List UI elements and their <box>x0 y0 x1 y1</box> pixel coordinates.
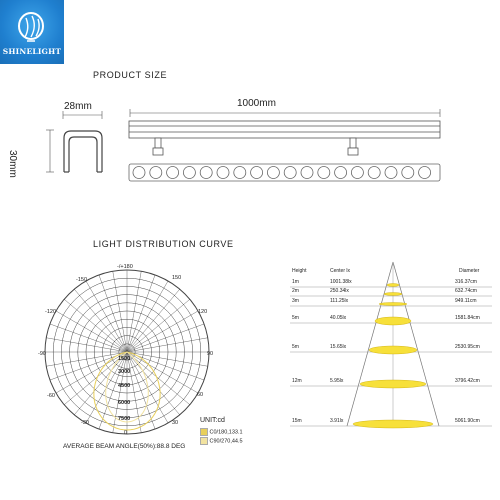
intensity-label-7500: 7500 <box>118 416 131 422</box>
row-center: 250.34lx <box>330 288 349 294</box>
angle-label-neg90: -90 <box>38 351 46 357</box>
row-height: 12m <box>292 378 302 384</box>
beam-ellipse <box>387 284 399 287</box>
beam-ellipse <box>353 420 433 428</box>
beam-ellipse <box>369 346 417 354</box>
beam-ellipse <box>375 317 411 325</box>
angle-label-neg120: -120 <box>45 309 57 315</box>
angle-label-neg150: -150 <box>76 277 88 283</box>
row-height: 5m <box>292 344 299 350</box>
beam-ellipse <box>384 293 402 296</box>
beam-angle-label: AVERAGE BEAM ANGLE(50%):88.8 DEG <box>63 443 186 450</box>
intensity-label-6000: 6000 <box>118 400 131 406</box>
unit-label: UNIT:cd <box>200 417 225 424</box>
row-diameter: 1581.84cm <box>455 315 480 321</box>
intensity-label-3000: 3000 <box>118 369 131 375</box>
row-center: 40.05lx <box>330 315 347 321</box>
row-center: 3.91lx <box>330 418 344 424</box>
header-diameter: Diameter <box>459 268 480 274</box>
row-height: 2m <box>292 288 299 294</box>
angle-label-90: 90 <box>207 351 214 357</box>
row-diameter: 5061.90cm <box>455 418 480 424</box>
legend-c0-label: C0/180,133.1 <box>209 429 243 436</box>
beam-ellipse <box>379 303 407 306</box>
angle-label-180: -/+180 <box>117 264 133 270</box>
product-size-heading: PRODUCT SIZE <box>93 70 168 80</box>
legend-c90-label: C90/270,44.5 <box>209 438 243 445</box>
intensity-label-4500: 4500 <box>118 383 131 389</box>
height-label: 30mm <box>7 150 18 178</box>
angle-label-neg60: -60 <box>47 393 55 399</box>
row-diameter: 3796.42cm <box>455 378 480 384</box>
angle-label-neg30: -30 <box>81 420 89 426</box>
curve-heading: LIGHT DISTRIBUTION CURVE <box>93 239 234 249</box>
row-height: 15m <box>292 418 302 424</box>
angle-label-120: 120 <box>198 309 208 315</box>
row-center: 5.95lx <box>330 378 344 384</box>
row-diameter: 2530.95cm <box>455 344 480 350</box>
row-center: 15.65lx <box>330 344 347 350</box>
row-diameter: 316.37cm <box>455 279 477 285</box>
row-height: 5m <box>292 315 299 321</box>
length-label: 1000mm <box>237 98 276 109</box>
row-center: 1001.38lx <box>330 279 352 285</box>
angle-label-30: 30 <box>172 420 179 426</box>
row-height: 1m <box>292 279 299 285</box>
row-diameter: 632.74cm <box>455 288 477 294</box>
row-diameter: 949.11cm <box>455 298 477 304</box>
brand-name: SHINELIGHT <box>2 47 62 56</box>
width-label: 28mm <box>64 101 92 112</box>
angle-label-0: 0 <box>124 430 128 436</box>
intensity-label-1500: 1500 <box>118 356 131 362</box>
header-height: Height <box>292 268 307 274</box>
row-height: 3m <box>292 298 299 304</box>
row-center: 111.25lx <box>330 298 349 304</box>
beam-ellipse <box>360 380 426 388</box>
header-center: Center lx <box>330 268 351 274</box>
angle-label-60: 60 <box>197 392 204 398</box>
angle-label-150: 150 <box>172 275 182 281</box>
